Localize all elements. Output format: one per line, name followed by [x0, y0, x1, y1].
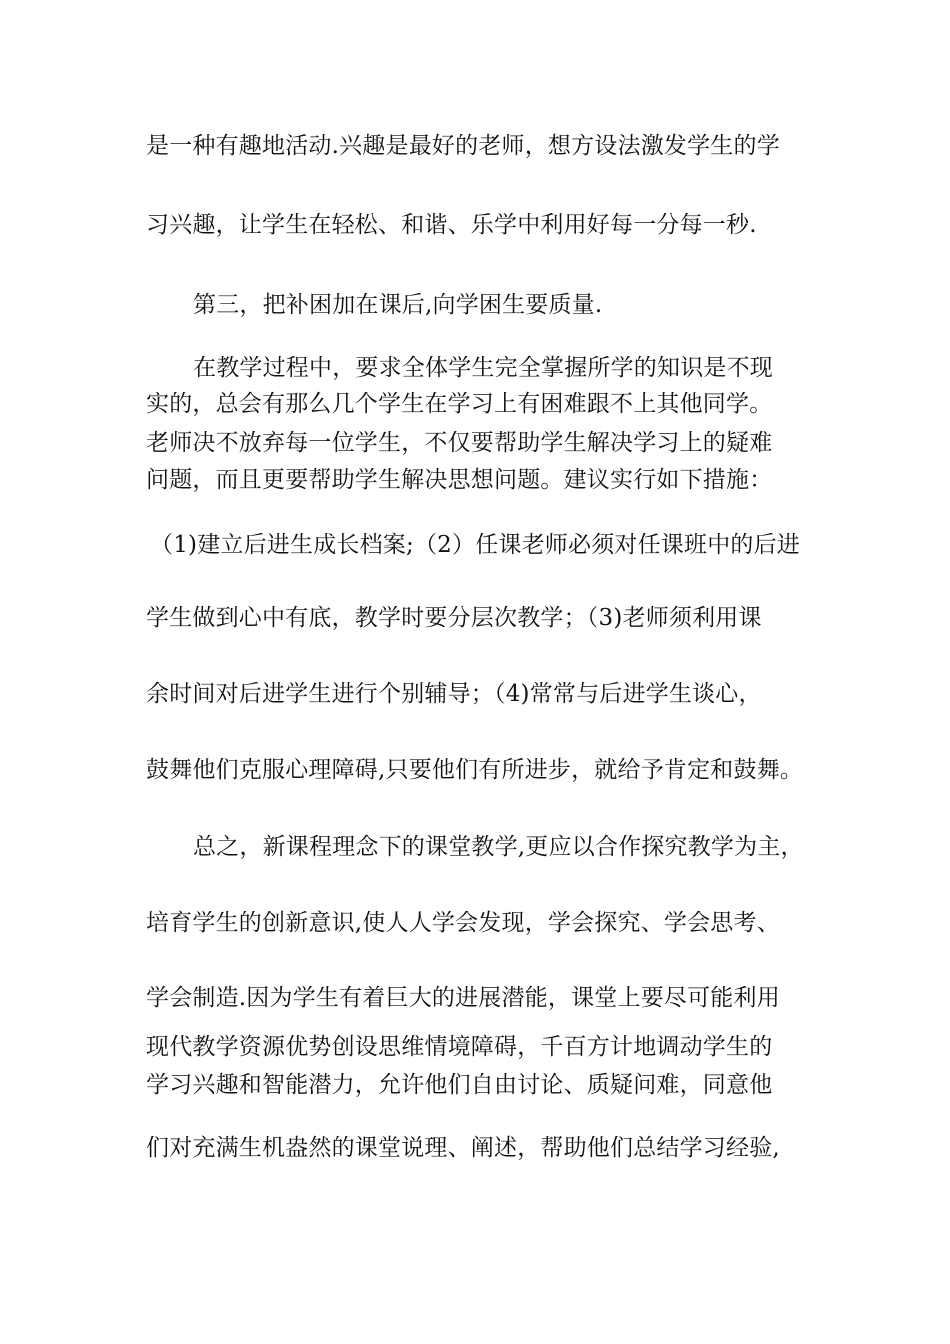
paragraph-line: 培育学生的创新意识,使人人学会发现，学会探究、学会思考、: [146, 910, 780, 936]
paragraph-line: 总之，新课程理念下的课堂教学,更应以合作探究教学为主，: [193, 834, 804, 860]
list-line: 余时间对后进学生进行个别辅导；（4)常常与后进学生谈心，: [146, 681, 762, 707]
list-line: 学生做到心中有底，教学时要分层次教学；（3)老师须利用课: [146, 605, 762, 631]
section-heading: 第三，把补困加在课后,向学困生要质量.: [193, 292, 603, 318]
paragraph-line: 问题，而且更要帮助学生解决思想问题。建议实行如下措施：: [146, 467, 773, 493]
paragraph-line: 习兴趣，让学生在轻松、和谐、乐学中利用好每一分每一秒.: [146, 212, 757, 238]
paragraph-line: 们对充满生机盎然的课堂说理、阐述，帮助他们总结学习经验,: [146, 1135, 780, 1161]
list-line: 鼓舞他们克服心理障碍,只要他们有所进步，就给予肯定和鼓舞。: [146, 757, 804, 783]
paragraph-line: 学习兴趣和智能潜力，允许他们自由讨论、质疑问难，同意他: [146, 1072, 773, 1098]
paragraph-line: 现代教学资源优势创设思维情境障碍，千百方计地调动学生的: [146, 1034, 773, 1060]
paragraph-line: 老师决不放弃每一位学生，不仅要帮助学生解决学习上的疑难: [146, 430, 773, 456]
list-line: （1)建立后进生成长档案;（2）任课老师必须对任课班中的后进: [150, 532, 800, 558]
paragraph-line: 在教学过程中，要求全体学生完全掌握所学的知识是不现: [193, 355, 773, 381]
paragraph-line: 是一种有趣地活动.兴趣是最好的老师，想方设法激发学生的学: [146, 133, 780, 159]
paragraph-line: 实的，总会有那么几个学生在学习上有困难跟不上其他同学。: [146, 391, 773, 417]
paragraph-line: 学会制造.因为学生有着巨大的进展潜能，课堂上要尽可能利用: [146, 985, 780, 1011]
